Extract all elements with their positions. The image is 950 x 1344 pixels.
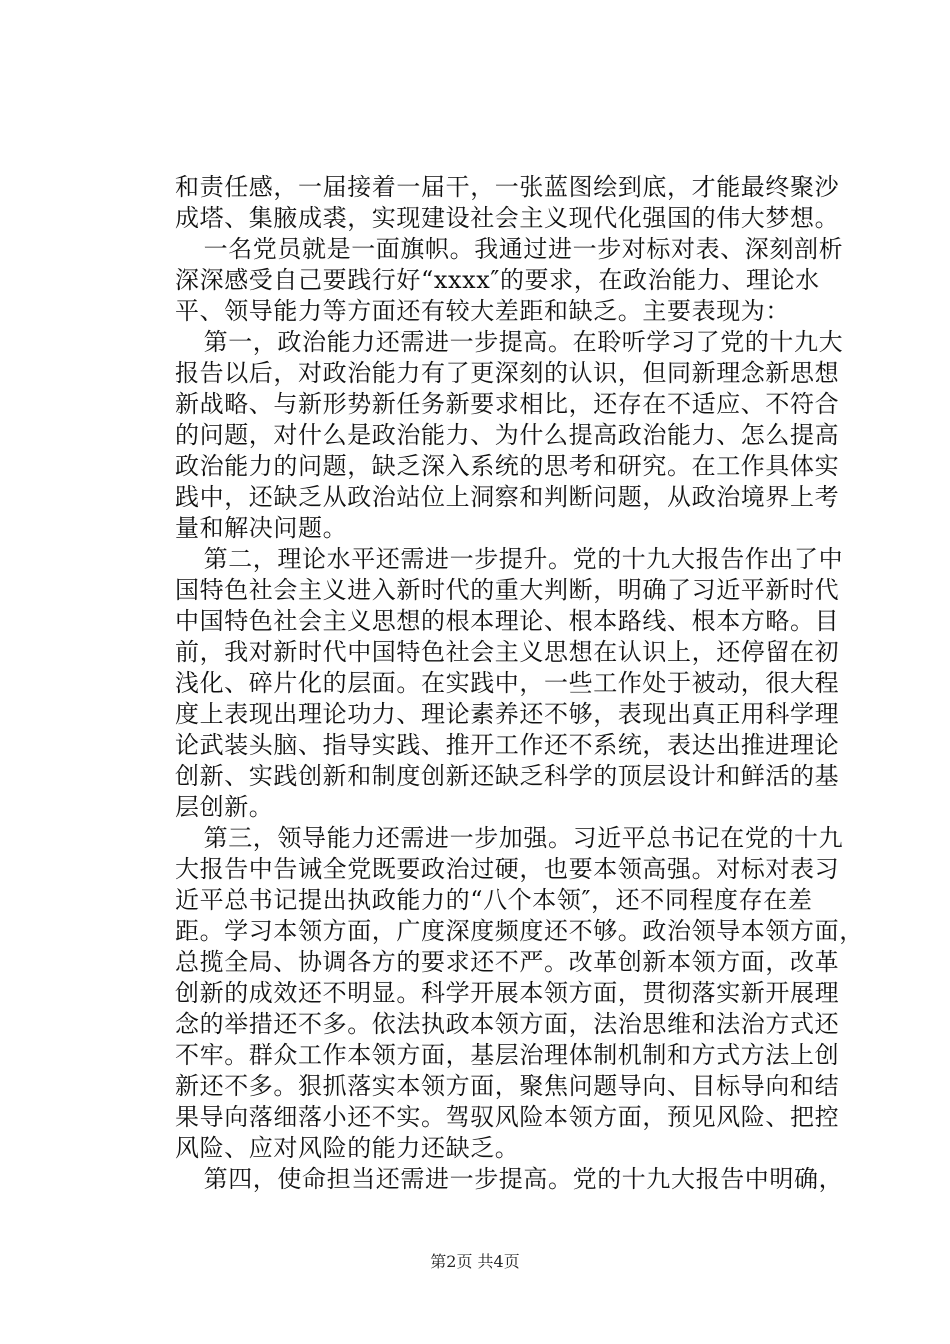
document-body [175, 172, 864, 1195]
text-line: 成塔、集腋成裘，实现建设社会主义现代化强国的伟大梦想。 [175, 204, 840, 232]
text-line: 第四，使命担当还需进一步提高。党的十九大报告中明确， [179, 1165, 844, 1193]
text-line: 前，我对新时代中国特色社会主义思想在认识上，还停留在初 [175, 638, 840, 666]
text-line: 第一，政治能力还需进一步提高。在聆听学习了党的十九大 [179, 328, 844, 356]
text-line: 报告以后，对政治能力有了更深刻的认识，但同新理念新思想 [175, 359, 840, 387]
text-line: 近平总书记提出执政能力的“八个本领″，还不同程度存在差 [175, 886, 813, 914]
page-number-footer: 第2页 共4页 [430, 1252, 520, 1271]
text-line: 论武装头脑、指导实践、推开工作还不系统，表达出推进理论 [175, 731, 840, 759]
text-line: 平、领导能力等方面还有较大差距和缺乏。主要表现为： [175, 297, 790, 325]
text-line: 深深感受自己要践行好“xxxx″的要求，在政治能力、理论水 [175, 266, 820, 294]
text-line: 不牢。群众工作本领方面，基层治理体制机制和方式方法上创 [175, 1041, 840, 1069]
text-line: 距。学习本领方面，广度深度频度还不够。政治领导本领方面， [175, 917, 864, 945]
text-line: 新战略、与新形势新任务新要求相比，还存在不适应、不符合 [175, 390, 840, 418]
text-line: 创新、实践创新和制度创新还缺乏科学的顶层设计和鲜活的基 [175, 762, 840, 790]
text-line: 新还不多。狠抓落实本领方面，聚焦问题导向、目标导向和结 [175, 1072, 840, 1100]
text-line: 和责任感，一届接着一届干，一张蓝图绘到底，才能最终聚沙 [175, 173, 840, 201]
text-line: 果导向落细落小还不实。驾驭风险本领方面，预见风险、把控 [175, 1103, 840, 1131]
text-line: 政治能力的问题，缺乏深入系统的思考和研究。在工作具体实 [175, 452, 840, 480]
text-line: 层创新。 [175, 793, 274, 821]
text-line: 念的举措还不多。依法执政本领方面，法治思维和法治方式还 [175, 1010, 840, 1038]
text-line: 总揽全局、协调各方的要求还不严。改革创新本领方面，改革 [175, 948, 840, 976]
text-line: 量和解决问题。 [175, 514, 348, 542]
text-line: 创新的成效还不明显。科学开展本领方面，贯彻落实新开展理 [175, 979, 840, 1007]
text-line: 践中，还缺乏从政治站位上洞察和判断问题，从政治境界上考 [175, 483, 840, 511]
text-line: 的问题，对什么是政治能力、为什么提高政治能力、怎么提高 [175, 421, 840, 449]
text-line: 大报告中告诫全党既要政治过硬，也要本领高强。对标对表习 [175, 855, 840, 883]
text-line: 一名党员就是一面旗帜。我通过进一步对标对表、深刻剖析 [179, 235, 844, 263]
text-line: 浅化、碎片化的层面。在实践中，一些工作处于被动，很大程 [175, 669, 840, 697]
text-line: 风险、应对风险的能力还缺乏。 [175, 1134, 520, 1162]
text-line: 度上表现出理论功力、理论素养还不够，表现出真正用科学理 [175, 700, 840, 728]
text-line: 中国特色社会主义思想的根本理论、根本路线、根本方略。目 [175, 607, 840, 635]
text-line: 第二，理论水平还需进一步提升。党的十九大报告作出了中 [179, 545, 844, 573]
text-line: 第三，领导能力还需进一步加强。习近平总书记在党的十九 [179, 824, 844, 852]
text-line: 国特色社会主义进入新时代的重大判断，明确了习近平新时代 [175, 576, 840, 604]
